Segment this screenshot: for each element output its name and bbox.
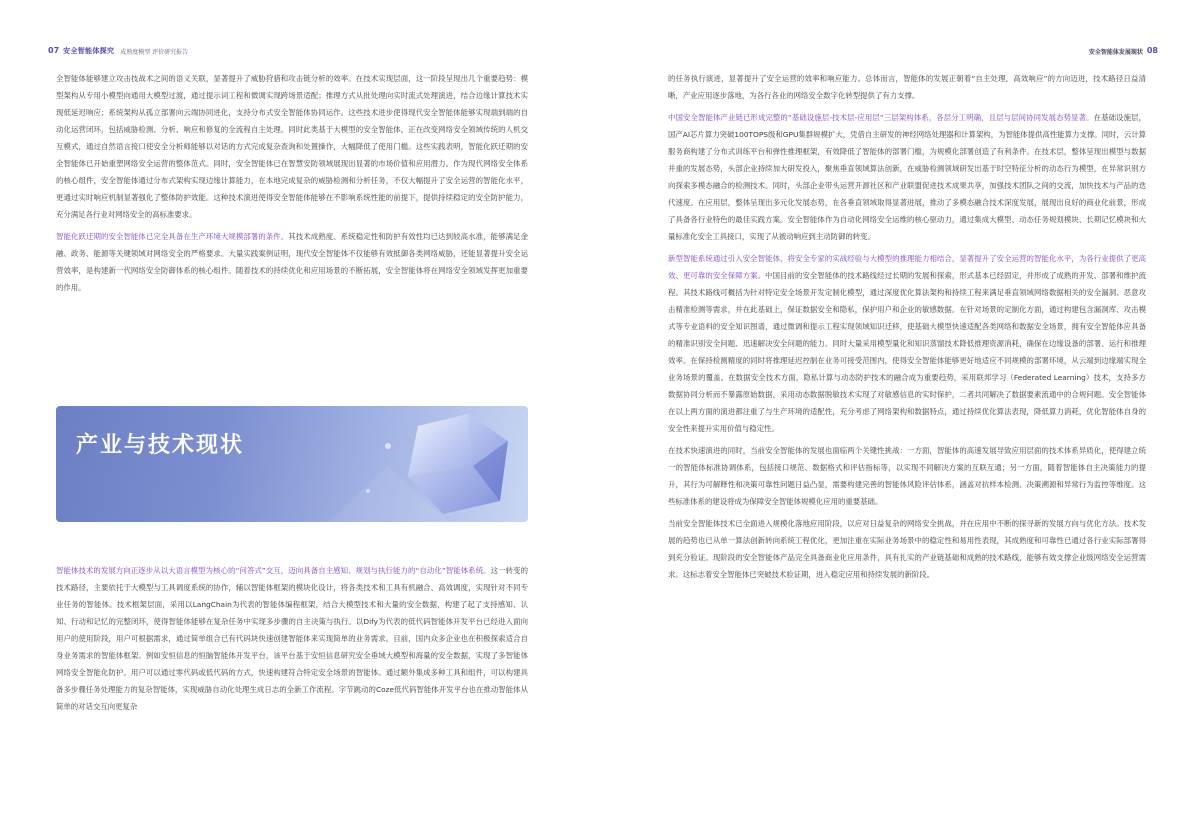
left-page-number: 07: [48, 46, 60, 55]
right-page-number: 08: [1146, 46, 1158, 55]
right-body: [668, 70, 1146, 588]
paragraph: 新型智能系统通过引入安全智能体，将安全专家的实战经验与大模型的推理能力相结合，显著提升了安全运营的智能化水平，为各行业提供了更高效、更可靠的安全保障方案。中国目前的安全智能体的技术路线经过长期的发展和探索，形式基本已经固定，并形成了成熟的开发、部署和维护流程。其技术路线可概括为针对特定安全场景开发定制化模型，通过深度优化算法架构和持续工程来满足垂直领域网络数据相关的安全漏洞、恶意攻击精准检测等需求，并在此基础上，保证数据安全和隐私，保护用户和企业的敏感数据。在针对场景的定制化方面，通过构建包含漏洞库、攻击模式等专业语料的安全知识图谱，通过微调和提示工程实现领域知识迁移，使基础大模型快速适配各类网络和数据安全场景，拥有安全智能体应具备的精准识别安全问题、迅速解决安全问题的能力。同时大量采用模型量化和知识蒸馏技术降低推理资源消耗，确保在边缘设备的部署、运行和推理效率。在保持检测精度的同时将推理延迟控制在业务可接受范围内，使得安全智能体能够更好地适应不同规模的部署环境，从云端到边缘端实现全业务场景的覆盖。在数据安全技术方面，隐私计算与动态防护技术的融合成为重要趋势，采用联邦学习（Federated Learning）技术，支持多方数据协同分析而不暴露原始数据，采用动态数据脱敏技术实现了对敏感信息的实时保护，二者共同解决了数据要素流通中的合规问题。安全智能体在以上两方面的演进都注重了与生产环境的适配性，充分考虑了网络架构和数据特点，通过持续优化算法表现，降低算力消耗，优化智能体自身的安全性来提升实用价值与稳定性。: [668, 254, 1146, 433]
paragraph: 智能体技术的发展方向正逐步从以大语言模型为核心的“问答式”交互，迈向具备自主感知、规划与执行能力的“自动化”智能体系统。这一转变的技术路径，主要依托于大模型与工具调度系统的协作，辅以智能体框架的模块化设计，将各类技术和工具有机融合、高效调度，实现针对不同专业任务的智能体。技术框架层面，采用以LangChain为代表的智能体编程框架，结合大模型技术和大量的安全数据，构建了起了支持感知、认知、行动和记忆的完整闭环，使得智能体能够在复杂任务中实现多步骤的自主决策与执行。以Dify为代表的低代码智能体开发平台已经进入面向用户的使用阶段，用户可根据需求，通过简单组合已有代码块快速创建智能体来实现简单的业务需求。目前，国内众多企业也在积极探索适合自身业务需求的智能体框架。例如安恒信息的恒脑智能体开发平台，该平台基于安恒信息研究安全垂域大模型和海量的安全数据，实现了多智能体网络安全智能化防护。用户可以通过零代码或低代码的方式，快速构建符合特定安全场景的智能体。通过额外集成多种工具和组件，可以构建具备多步骤任务处理能力的复杂智能体，实现威胁自动化处理生成日志的全新工作流程。字节跳动的Coze低代码智能体开发平台也在推动智能体从简单的对话交互向更复杂: [56, 566, 528, 711]
left-header: [48, 46, 188, 56]
paragraph: 中国安全智能体产业链已形成完整的“基础设施层-技术层-应用层”三层架构体系，各层分工明确，且层与层间协同发展态势显著。在基础设施层，国产AI芯片算力突破100TOPS级和GPU集群规模扩大，凭借自主研发的神经网络处理器和计算架构，为智能体提供高性能算力支撑。同时，云计算服务商构建了分布式训练平台和弹性推理框架，有效降低了智能体的部署门槛，为规模化部署创造了有利条件。在技术层，整体呈现出模型与数据并重的发展态势，头部企业持续加大研发投入，聚焦垂直领域算法创新，在威胁检测领域研发出基于时空特征分析的动态行为模型，在异常识别方向探索多模态融合的检测技术。同时，头部企业带头运营开源社区和产业联盟促进技术成果共享，加强技术团队之间的交流，加快技术与产品的迭代速度。在应用层，整体呈现出多元化发展态势，在各垂直领域取得显著进展，推动了多模态融合技术深度发展，展现出良好的商业化前景，形成了具备各行业特色的最佳实践方案。安全智能体作为自动化网络安全运维的核心驱动力，通过集成大模型、动态任务规划模块、长期记忆模块和大量标准化安全工具接口，实现了从被动响应到主动防御的转变。: [668, 113, 1146, 241]
highlighted-text: 新型智能系统通过引入安全智能体，将安全专家的实战经验与大模型的推理能力相结合，显著提升了安全运营的智能化水平，为各行业提供了更高效、更可靠的安全保障方案。: [668, 254, 1146, 280]
right-header: [1089, 46, 1158, 56]
section-banner: [56, 406, 528, 522]
left-body-bottom: [56, 562, 528, 720]
report-title: 安全智能体探究: [63, 47, 115, 55]
right-page: [600, 0, 1200, 814]
report-subtitle: 成熟度模型 评价研究报告: [120, 48, 189, 56]
left-body-top: [56, 70, 528, 301]
highlighted-text: 中国安全智能体产业链已形成完整的“基础设施层-技术层-应用层”三层架构体系，各层分工明确，且层与层间协同发展态势显著。: [668, 113, 1094, 122]
paragraph: 全智能体能够建立攻击技战术之间的语义关联，显著提升了威胁狩猎和攻击链分析的效率。在技术实现层面，这一阶段呈现出几个重要趋势：模型架构从专用小模型向通用大模型过渡，通过提示词工程和微调实现跨场景适配；推理方式从批处理向实时流式处理演进，结合边缘计算技术实现低延迟响应；系统架构从孤立部署向云端协同进化，支持分布式安全智能体协同运作。这些技术进步使得现代安全智能体能够实现端到端的自动化运营闭环，包括威胁检测、分析、响应和修复的全流程自主处理。同时此类基于大模型的安全智能体，正在改变网络安全领域传统的人机交互模式，通过自然语言接口使安全分析师能够以对话的方式完成复杂查询和处置操作，大幅降低了使用门槛。这些实践表明，智能化跃迁期的安全智能体已开始重塑网络安全运营的整体范式。同时，安全智能体已在智慧安防领域展现出显著的市场价值和应用潜力。作为现代网络安全体系的核心组件，安全智能体通过分布式架构实现边缘计算能力，在本地完成复杂的威胁检测和分析任务，不仅大幅提升了安全运营的智能化水平，更通过实时响应机制显著强化了整体防护效能。这种技术演进使得安全智能体能够在不影响系统性能的前提下，提供持续稳定的安全防护能力，充分满足各行业对网络安全的高标准要求。: [56, 74, 528, 219]
highlighted-text: 智能化跃迁期的安全智能体已完全具备在生产环境大规模部署的条件。: [56, 232, 289, 241]
section-title: 产业与技术现状: [76, 433, 245, 458]
paragraph: 在技术快速演进的同时，当前安全智能体的发展也面临两个关键性挑战：一方面，智能体的高速发展导致应用层面的技术体系异质化，使得建立统一的智能体标准协调体系，包括接口规范、数据格式和评估指标等，以实现不同解决方案的互联互通；另一方面，随着智能体自主决策能力的提升，其行为可解释性和决策可靠性问题日益凸显，需要构建完善的智能体风险评估体系，涵盖对抗样本检测、决策溯源和异常行为监控等维度。这些标准体系的建设将成为保障安全智能体规模化应用的重要基础。: [668, 446, 1146, 506]
section-header-title: 安全智能体发展现状: [1088, 48, 1143, 56]
paragraph: 的任务执行演进，显著提升了安全运营的效率和响应能力。总体而言，智能体的发展正朝着“自主处理，高效响应”的方向迈进，技术路径日益清晰，产业应用逐步落地，为各行各业的网络安全数字化转型提供了有力支撑。: [668, 74, 1146, 100]
paragraph: 当前安全智能体技术已全面进入规模化落地应用阶段，以应对日益复杂的网络安全挑战，并在应用中不断的探寻新的发展方向与优化方法。技术发展的趋势也已从单一算法创新转向系统工程优化，更加注重在实际业务场景中的稳定性和易用性表现，其成熟度和可靠性已通过各行业实际部署得到充分验证。现阶段的安全智能体产品完全具备商业化应用条件，具有扎实的产业链基础和成熟的技术路线，能够有效支撑企业级网络安全运营需求。这标志着安全智能体已突破技术验证期，进入稳定应用和持续发展的新阶段。: [668, 519, 1146, 579]
highlighted-text: 智能体技术的发展方向正逐步从以大语言模型为核心的“问答式”交互，迈向具备自主感知、规划与执行能力的“自动化”智能体系统。: [56, 566, 491, 575]
banner-graphic: [268, 406, 528, 522]
paragraph: 智能化跃迁期的安全智能体已完全具备在生产环境大规模部署的条件。其技术成熟度、系统稳定性和防护有效性均已达到较高水准，能够满足金融、政务、能源等关键领域对网络安全的严格要求。大量实践案例证明，现代安全智能体不仅能够有效抵御各类网络威胁，还能显著提升安全运营效率，是构建新一代网络安全防御体系的核心组件。随着技术的持续优化和应用场景的不断拓展，安全智能体将在网络安全领域发挥更加重要的作用。: [56, 232, 528, 292]
